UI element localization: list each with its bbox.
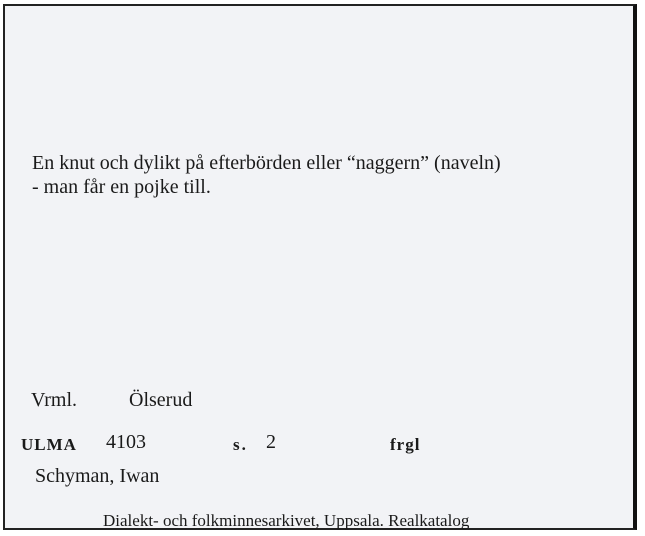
record-number: 4103: [106, 431, 146, 453]
card-text: En knut och dylikt på efterbörden eller “naggern” (naveln) - man får en pojke till.: [32, 152, 501, 198]
page-label: s.: [233, 435, 248, 454]
page-number: 2: [266, 431, 276, 453]
informant-name: Schyman, Iwan: [35, 465, 160, 487]
province-label: Vrml.: [31, 389, 78, 411]
archive-card: [3, 4, 637, 530]
category-code: frgl: [390, 435, 421, 454]
parish-label: Ölserud: [129, 389, 193, 411]
archive-code: ULMA: [21, 435, 77, 454]
archive-footer: Dialekt- och folkminnesarkivet, Uppsala. Realkatalog: [103, 511, 470, 530]
